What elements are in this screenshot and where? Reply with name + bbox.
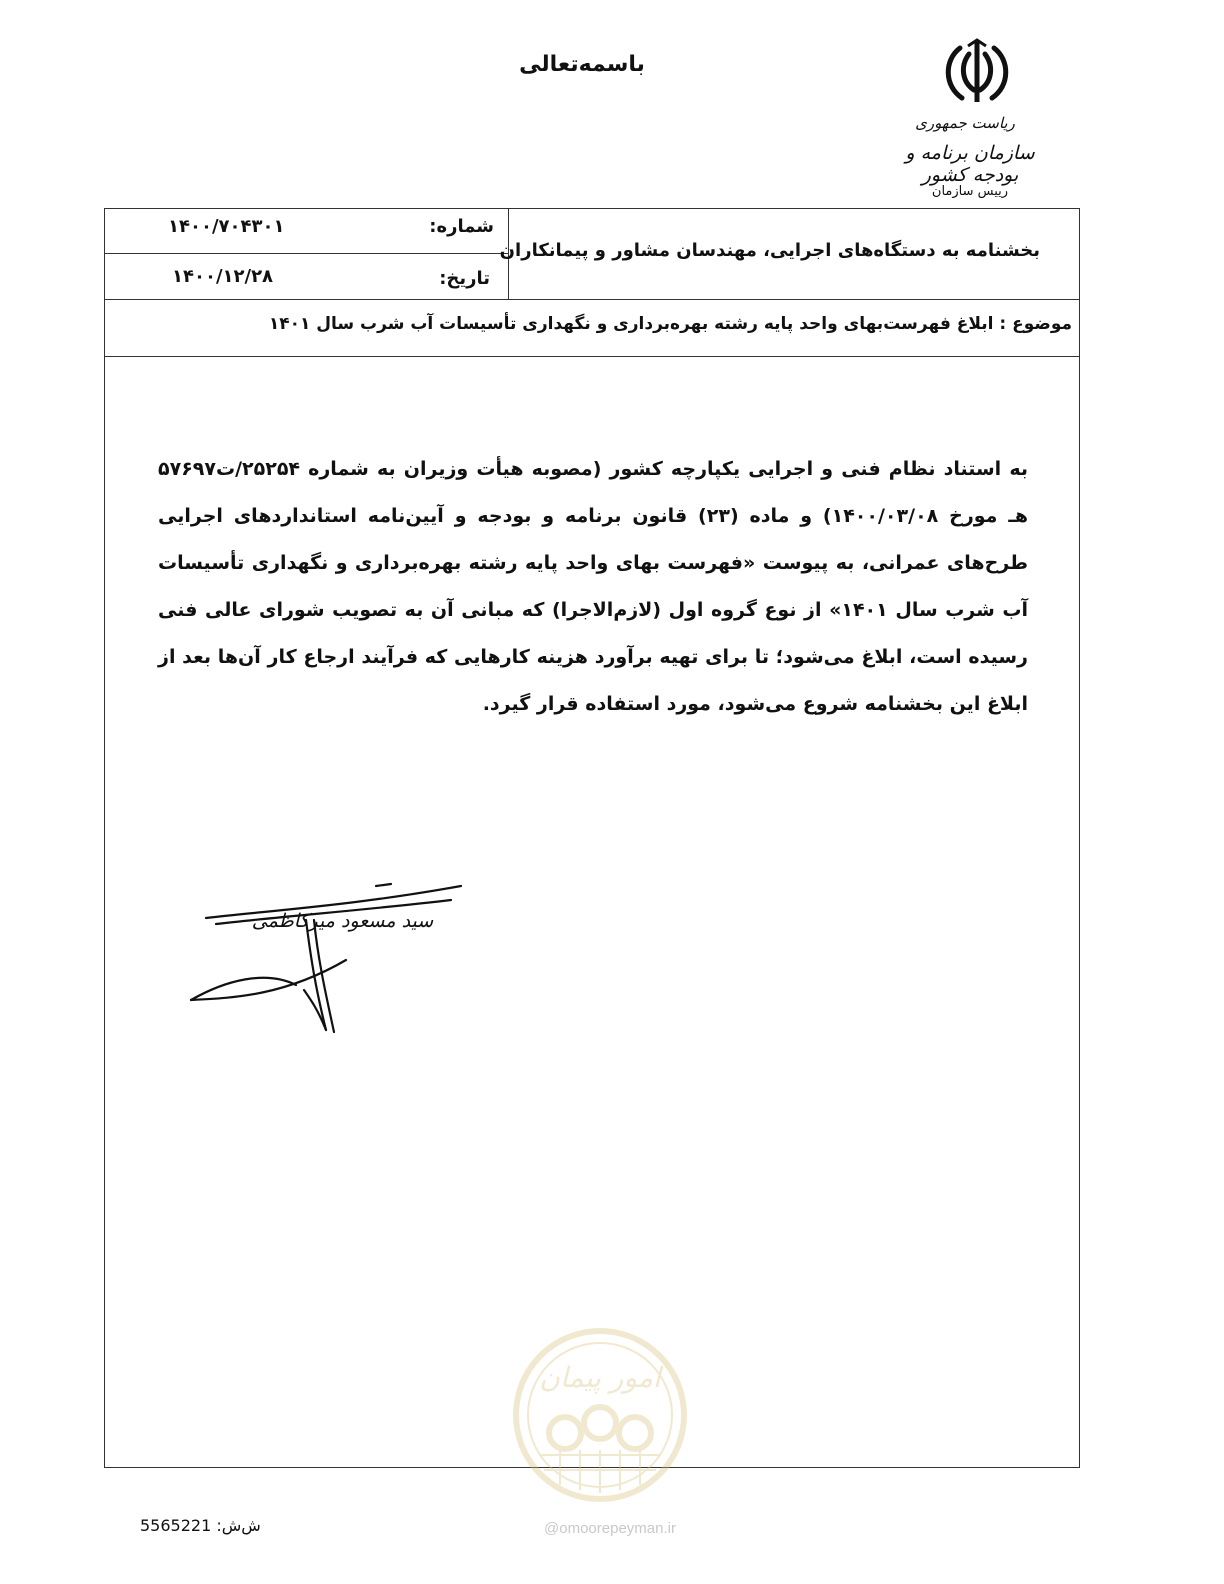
letter-body: به استناد نظام فنی و اجرایی یکپارچه کشور (مصوبه هیأت وزیران به شماره ۲۵۲۵۴/ت۵۷۶۹۷ هـ مورخ ۱۴۰۰/۰۳/۰۸) و ماده (۲۳) قانون برنامه و بودجه و آیین‌نامه استانداردهای اجرایی طرح‌های عمرانی، به پیوست «فهرست بهای واحد پایه رشته بهره‌برداری و نگهداری تأسیسات آب شرب سال ۱۴۰۱» از نوع گروه اول (لازم‌الاجرا) که مبانی آن به تصویب شورای عالی فنی رسیده است، ابلاغ می‌شود؛ تا برای تهیه برآورد هزینه کارهایی که فرآیند ارجاع کار آن‌ها بعد از ابلاغ این بخشنامه شروع می‌شود، مورد استفاده قرار گیرد. — [158, 458, 1028, 715]
letter-frame — [104, 208, 1080, 1468]
signature-scribble — [186, 880, 471, 1040]
presidency-label: ریاست جمهوری — [915, 114, 1015, 132]
recipients: بخشنامه به دستگاه‌های اجرایی، مهندسان مشاور و پیمانکاران — [499, 240, 1040, 261]
invocation-heading: باسمه‌تعالی — [519, 52, 645, 77]
signer-name: سید مسعود میرکاظمی — [251, 910, 434, 932]
date-value: ۱۴۰۰/۱۲/۲۸ — [172, 266, 274, 287]
subject-line: موضوع : ابلاغ فهرست‌بهای واحد پایه رشته بهره‌برداری و نگهداری تأسیسات آب شرب سال ۱۴۰۱ — [268, 314, 1072, 334]
divider — [104, 253, 508, 254]
watermark-logo — [510, 1325, 690, 1505]
date-label: تاریخ: — [439, 268, 490, 289]
head-of-organization-label: رییس سازمان — [931, 184, 1009, 199]
footer-reference — [140, 1516, 261, 1535]
watermark-url: @omoorepeyman.ir — [544, 1520, 676, 1537]
svg-text:امور پیمان: امور پیمان — [539, 1361, 661, 1394]
number-value: ۱۴۰۰/۷۰۴۳۰۱ — [168, 216, 285, 237]
reference-value: 5565221 — [140, 1516, 212, 1535]
iran-emblem-icon — [938, 38, 1016, 108]
organization-name: سازمان برنامه و بودجه کشور — [905, 142, 1035, 186]
divider — [104, 356, 1080, 357]
number-label: شماره: — [429, 216, 494, 237]
divider — [104, 299, 1080, 300]
reference-label: ش‌ش: — [216, 1516, 261, 1535]
